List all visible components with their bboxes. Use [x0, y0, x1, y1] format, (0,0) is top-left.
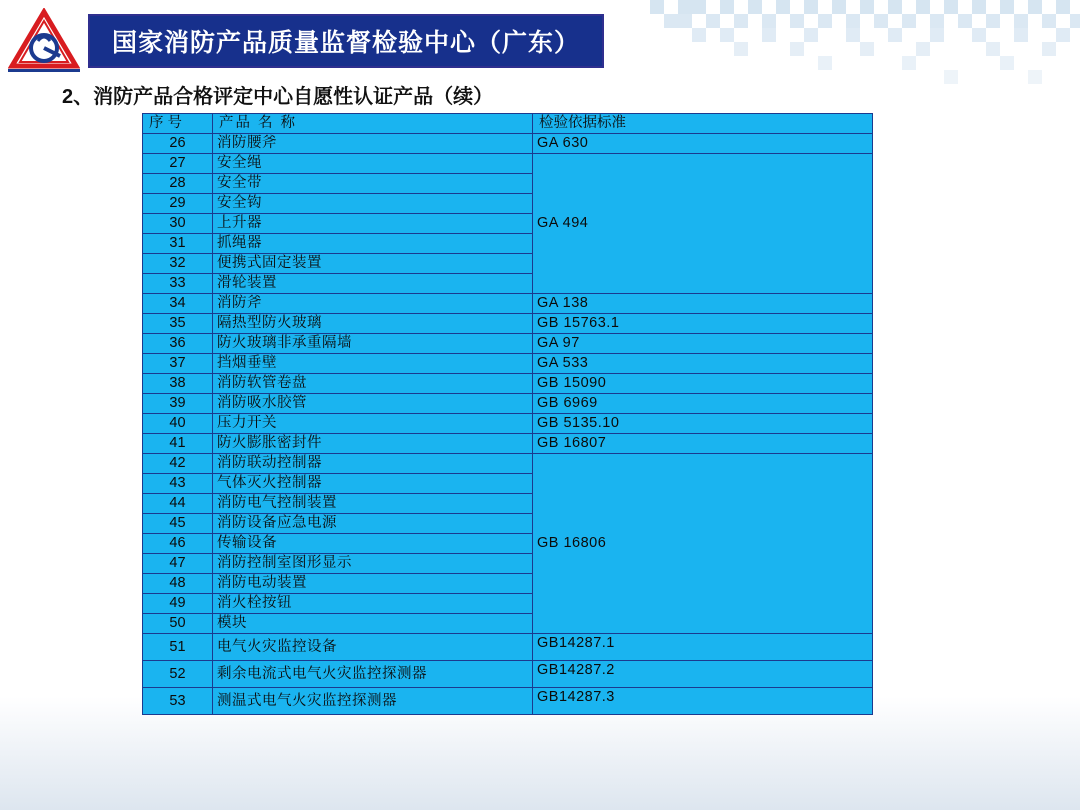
cell-product-name: 测温式电气火灾监控探测器 — [213, 688, 533, 715]
checker-square — [902, 14, 916, 28]
product-standards-table — [142, 113, 873, 715]
cell-no: 27 — [143, 154, 213, 174]
cell-no: 32 — [143, 254, 213, 274]
checker-square — [1028, 0, 1042, 14]
checker-square — [734, 14, 748, 28]
table-row — [143, 374, 873, 394]
checker-square — [664, 14, 678, 28]
cell-product-name: 消防电动装置 — [213, 574, 533, 594]
checker-square — [986, 14, 1000, 28]
cell-product-name: 消防控制室图形显示 — [213, 554, 533, 574]
table-row — [143, 314, 873, 334]
cell-standard: GB14287.3 — [533, 688, 873, 715]
cell-product-name: 挡烟垂壁 — [213, 354, 533, 374]
cell-standard: GA 97 — [533, 334, 873, 354]
cell-standard: GB 15090 — [533, 374, 873, 394]
checker-square — [692, 28, 706, 42]
cell-standard: GB 16806 — [533, 454, 873, 634]
checker-square — [692, 0, 706, 14]
cell-standard: GA 533 — [533, 354, 873, 374]
cell-product-name: 防火膨胀密封件 — [213, 434, 533, 454]
checker-square — [832, 0, 846, 14]
cell-no: 48 — [143, 574, 213, 594]
cell-product-name: 安全绳 — [213, 154, 533, 174]
checker-square — [944, 70, 958, 84]
checker-square — [1042, 14, 1056, 28]
checker-square — [1000, 0, 1014, 14]
cell-no: 26 — [143, 134, 213, 154]
checker-square — [902, 56, 916, 70]
cell-product-name: 便携式固定装置 — [213, 254, 533, 274]
header-banner — [88, 14, 604, 68]
cell-product-name: 消防腰斧 — [213, 134, 533, 154]
cell-product-name: 传输设备 — [213, 534, 533, 554]
table-row — [143, 661, 873, 688]
table-row — [143, 434, 873, 454]
column-header-product-name: 产品 名 称 — [213, 114, 533, 134]
cell-standard: GB14287.1 — [533, 634, 873, 661]
checker-square — [1056, 0, 1070, 14]
cell-product-name: 模块 — [213, 614, 533, 634]
cell-standard: GB 5135.10 — [533, 414, 873, 434]
checker-square — [678, 14, 692, 28]
cell-no: 40 — [143, 414, 213, 434]
cell-product-name: 消防联动控制器 — [213, 454, 533, 474]
table-row — [143, 294, 873, 314]
cell-product-name: 电气火灾监控设备 — [213, 634, 533, 661]
cell-no: 43 — [143, 474, 213, 494]
checker-square — [916, 0, 930, 14]
cell-product-name: 消防电气控制装置 — [213, 494, 533, 514]
cell-no: 47 — [143, 554, 213, 574]
checker-square — [790, 42, 804, 56]
cell-no: 50 — [143, 614, 213, 634]
cell-product-name: 安全钩 — [213, 194, 533, 214]
cell-product-name: 安全带 — [213, 174, 533, 194]
checker-square — [860, 42, 874, 56]
table-row — [143, 154, 873, 174]
cell-no: 38 — [143, 374, 213, 394]
checker-square — [804, 28, 818, 42]
cell-standard: GA 138 — [533, 294, 873, 314]
cell-product-name: 滑轮装置 — [213, 274, 533, 294]
checker-square — [762, 14, 776, 28]
cell-product-name: 上升器 — [213, 214, 533, 234]
table-row — [143, 394, 873, 414]
checker-square — [818, 14, 832, 28]
cell-no: 42 — [143, 454, 213, 474]
checker-square — [930, 14, 944, 28]
checker-square — [790, 14, 804, 28]
cell-no: 37 — [143, 354, 213, 374]
table-row — [143, 414, 873, 434]
checker-square — [944, 0, 958, 14]
checker-square — [916, 42, 930, 56]
checker-square — [650, 0, 664, 14]
table-row — [143, 334, 873, 354]
cell-product-name: 剩余电流式电气火灾监控探测器 — [213, 661, 533, 688]
checker-square — [846, 28, 860, 42]
table-header-row — [143, 114, 873, 134]
cell-product-name: 气体灭火控制器 — [213, 474, 533, 494]
checker-square — [720, 0, 734, 14]
cell-product-name: 压力开关 — [213, 414, 533, 434]
cell-product-name: 隔热型防火玻璃 — [213, 314, 533, 334]
cell-standard: GB 6969 — [533, 394, 873, 414]
cell-no: 49 — [143, 594, 213, 614]
checker-square — [1014, 14, 1028, 28]
cell-no: 31 — [143, 234, 213, 254]
checker-square — [874, 14, 888, 28]
cell-standard: GA 630 — [533, 134, 873, 154]
cell-no: 46 — [143, 534, 213, 554]
checker-square — [888, 0, 902, 14]
cell-no: 29 — [143, 194, 213, 214]
checker-square — [804, 0, 818, 14]
checker-square — [748, 0, 762, 14]
table-row — [143, 454, 873, 474]
table-body — [143, 134, 873, 715]
cell-no: 41 — [143, 434, 213, 454]
cell-no: 34 — [143, 294, 213, 314]
cell-no: 39 — [143, 394, 213, 414]
checker-square — [678, 0, 692, 14]
column-header-standard: 检验依据标准 — [533, 114, 873, 134]
checker-square — [888, 28, 902, 42]
checker-square — [818, 56, 832, 70]
checker-square — [1042, 42, 1056, 56]
cqc-fire-certification-logo — [8, 8, 80, 74]
checker-square — [972, 0, 986, 14]
checker-square — [846, 14, 860, 28]
checker-square — [972, 28, 986, 42]
cell-standard: GB14287.2 — [533, 661, 873, 688]
checker-square — [1070, 14, 1080, 28]
cell-standard: GA 494 — [533, 154, 873, 294]
table-row — [143, 634, 873, 661]
cell-no: 28 — [143, 174, 213, 194]
checker-square — [1014, 28, 1028, 42]
checker-square — [958, 14, 972, 28]
cell-no: 53 — [143, 688, 213, 715]
cell-no: 51 — [143, 634, 213, 661]
checker-square — [1028, 70, 1042, 84]
cell-product-name: 消防软管卷盘 — [213, 374, 533, 394]
table-row — [143, 688, 873, 715]
checker-square — [734, 42, 748, 56]
cell-no: 44 — [143, 494, 213, 514]
checker-square — [1056, 28, 1070, 42]
table-row — [143, 354, 873, 374]
checker-square — [762, 28, 776, 42]
checker-square — [986, 42, 1000, 56]
column-header-no: 序号 — [143, 114, 213, 134]
checker-square — [1000, 56, 1014, 70]
cell-no: 52 — [143, 661, 213, 688]
cell-standard: GB 15763.1 — [533, 314, 873, 334]
cell-product-name: 抓绳器 — [213, 234, 533, 254]
cell-no: 45 — [143, 514, 213, 534]
cell-product-name: 消防吸水胶管 — [213, 394, 533, 414]
cell-standard: GB 16807 — [533, 434, 873, 454]
checker-square — [706, 14, 720, 28]
checker-square — [720, 28, 734, 42]
checker-square — [776, 0, 790, 14]
section-subtitle: 2、消防产品合格评定中心自愿性认证产品（续） — [62, 86, 494, 108]
cell-no: 36 — [143, 334, 213, 354]
cell-no: 30 — [143, 214, 213, 234]
cell-product-name: 消防斧 — [213, 294, 533, 314]
cell-product-name: 消火栓按钮 — [213, 594, 533, 614]
checker-square — [930, 28, 944, 42]
checker-square — [860, 0, 874, 14]
page-title: 国家消防产品质量监督检验中心（广东） — [111, 29, 580, 57]
decorative-checker-pattern — [650, 0, 1080, 86]
cell-no: 33 — [143, 274, 213, 294]
table-row — [143, 134, 873, 154]
cell-product-name: 防火玻璃非承重隔墙 — [213, 334, 533, 354]
cell-no: 35 — [143, 314, 213, 334]
product-table-wrapper — [142, 113, 872, 715]
cell-product-name: 消防设备应急电源 — [213, 514, 533, 534]
